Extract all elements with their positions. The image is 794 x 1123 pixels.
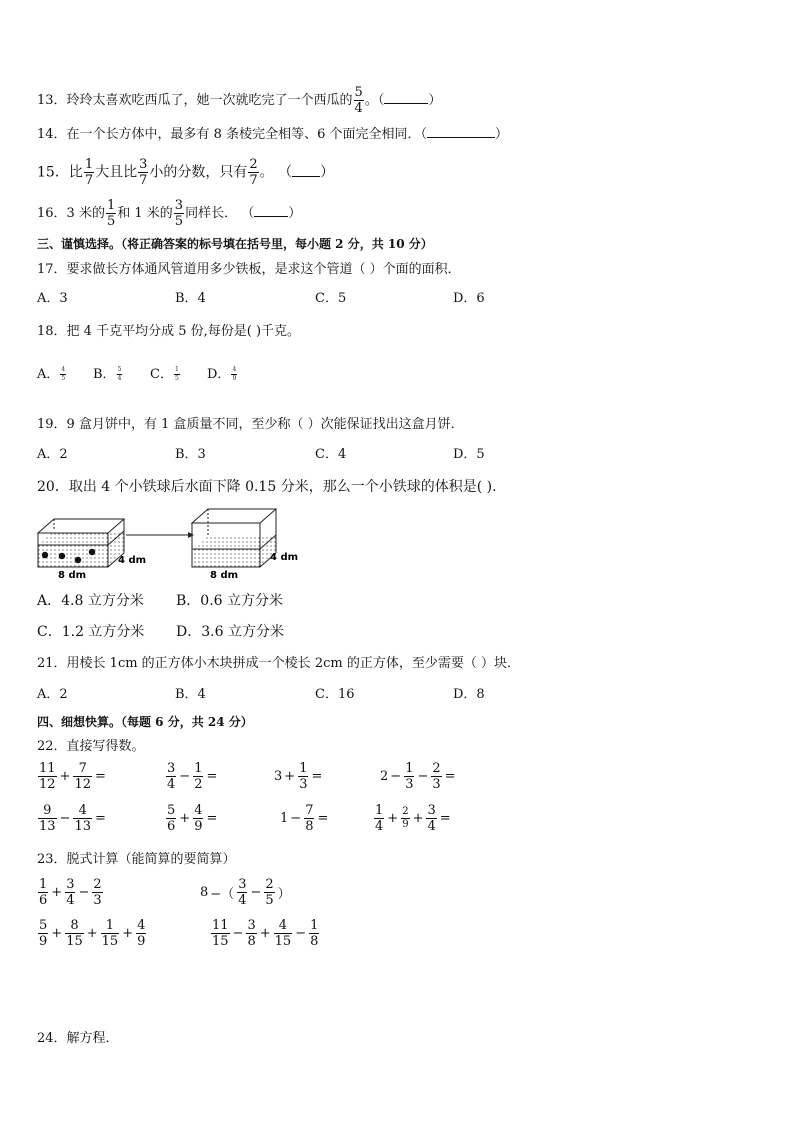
q17-option-a[interactable]: A．3: [37, 291, 68, 306]
q20-option-b[interactable]: B．0.6 立方分米: [176, 593, 284, 609]
iron-ball: [89, 549, 95, 555]
answer-blank[interactable]: [254, 204, 288, 217]
iron-ball: [42, 552, 48, 558]
q21-option-c[interactable]: C．16: [315, 687, 355, 702]
q23-expr-4: $\frac{11}{15}$ − $\frac{3}{8}$ + $\frac{4}{15}$ − $\frac{1}{8}$: [212, 918, 319, 949]
q17-option-b[interactable]: B．4: [175, 291, 206, 306]
question-18: 18．把 4 千克平均分成 5 份,每份是( )千克。: [37, 324, 301, 339]
left-width-label: 8 dm: [58, 570, 87, 581]
q19-option-c[interactable]: C．4: [315, 447, 347, 462]
iron-ball: [75, 557, 81, 563]
q21-option-a[interactable]: A．2: [37, 687, 68, 702]
section-4-heading: 四、细想快算。（每题 6 分，共 24 分）: [37, 715, 253, 729]
q22-expr-6: $\frac{5}{6}$ + $\frac{4}{9}$ =: [167, 803, 218, 834]
answer-blank[interactable]: [427, 125, 495, 138]
question-24: 24．解方程．: [37, 1031, 119, 1046]
q13-text: 13．玲玲太喜欢吃西瓜了，她一次就吃完了一个西瓜的: [37, 93, 353, 108]
q19-option-a[interactable]: A．2: [37, 447, 68, 462]
left-height-label: 4 dm: [118, 555, 147, 566]
right-tank: [192, 509, 298, 581]
q23-expr-2: 8 −（ $\frac{3}{4}$ − $\frac{2}{5}$ ）: [200, 877, 291, 908]
question-16: 16．3 米的 $\frac{1}{5}$ 和 1 米的 $\frac{3}{5}$ 同样长． （ ）: [37, 198, 302, 229]
q20-tank-diagram: [34, 505, 314, 585]
q22-expr-1: $\frac{11}{12}$ + $\frac{7}{12}$ =: [39, 761, 106, 792]
q22-expr-5: $\frac{9}{13}$ − $\frac{4}{13}$ =: [39, 803, 106, 834]
q23-expr-3: $\frac{5}{9}$ + $\frac{8}{15}$ + $\frac{1}{15}$ + $\frac{4}{9}$: [39, 918, 146, 949]
q19-option-b[interactable]: B．3: [175, 447, 206, 462]
arrow-icon: [126, 532, 194, 538]
question-22: 22．直接写得数。: [37, 739, 145, 754]
q18-option-b[interactable]: B． $\frac{5}{4}$: [93, 366, 122, 382]
question-19: 19．9 盒月饼中，有 1 盒质量不同，至少称（ ）次能保证找出这盒月饼．: [37, 417, 464, 432]
q18-option-d[interactable]: D． $\frac{4}{9}$: [207, 366, 237, 382]
answer-blank[interactable]: [292, 164, 320, 177]
q20-option-c[interactable]: C．1.2 立方分米: [37, 624, 145, 640]
question-13: 13．玲玲太喜欢吃西瓜了，她一次就吃完了一个西瓜的 $\frac{5}{4}$ 。（ ）: [37, 85, 442, 116]
q22-expr-3: 3 + $\frac{1}{3}$ =: [274, 761, 323, 792]
q22-expr-7: 1 − $\frac{7}{8}$ =: [280, 803, 329, 834]
question-17: 17．要求做长方体通风管道用多少铁板，是求这个管道（ ）个面的面积．: [37, 262, 461, 277]
q22-expr-4: 2 − $\frac{1}{3}$ − $\frac{2}{3}$ =: [380, 761, 456, 792]
q23-expr-1: $\frac{1}{6}$ + $\frac{3}{4}$ − $\frac{2}{3}$: [39, 877, 102, 908]
section-3-heading: 三、谨慎选择。（将正确答案的标号填在括号里，每小题 2 分，共 10 分）: [37, 237, 433, 251]
right-width-label: 8 dm: [210, 570, 239, 581]
q17-option-d[interactable]: D．6: [453, 291, 485, 306]
q20-option-a[interactable]: A．4.8 立方分米: [37, 593, 144, 609]
q20-option-d[interactable]: D．3.6 立方分米: [176, 624, 284, 640]
q19-option-d[interactable]: D．5: [453, 447, 485, 462]
right-height-label: 4 dm: [270, 552, 299, 563]
q21-option-b[interactable]: B．4: [175, 687, 206, 702]
answer-blank[interactable]: [384, 91, 428, 104]
q22-expr-2: $\frac{3}{4}$ − $\frac{1}{2}$ =: [167, 761, 218, 792]
q17-option-c[interactable]: C．5: [315, 291, 347, 306]
q13-fraction: $\frac{5}{4}$: [354, 85, 363, 116]
question-14: 14．在一个长方体中，最多有 8 条棱完全相等、6 个面完全相同．（ ）: [37, 127, 508, 142]
q21-option-d[interactable]: D．8: [453, 687, 485, 702]
iron-ball: [59, 553, 65, 559]
question-21: 21．用棱长 1cm 的正方体小木块拼成一个棱长 2cm 的正方体，至少需要（ ）块．: [37, 656, 520, 671]
question-15: 15．比 $\frac{1}{7}$ 大且比 $\frac{3}{7}$ 小的分数，只有 $\frac{2}{7}$ 。 （ ）: [37, 157, 335, 188]
question-20: 20．取出 4 个小铁球后水面下降 0.15 分米，那么一个小铁球的体积是( ).: [37, 479, 497, 495]
q18-option-c[interactable]: C． $\frac{1}{5}$: [150, 366, 179, 382]
question-23: 23．脱式计算（能简算的要简算）: [37, 852, 236, 867]
q18-option-a[interactable]: A． $\frac{4}{5}$: [37, 366, 66, 382]
left-tank: [38, 519, 146, 581]
q22-expr-8: $\frac{1}{4}$ + $\frac{2}{9}$ + $\frac{3}{4}$ =: [375, 803, 451, 834]
